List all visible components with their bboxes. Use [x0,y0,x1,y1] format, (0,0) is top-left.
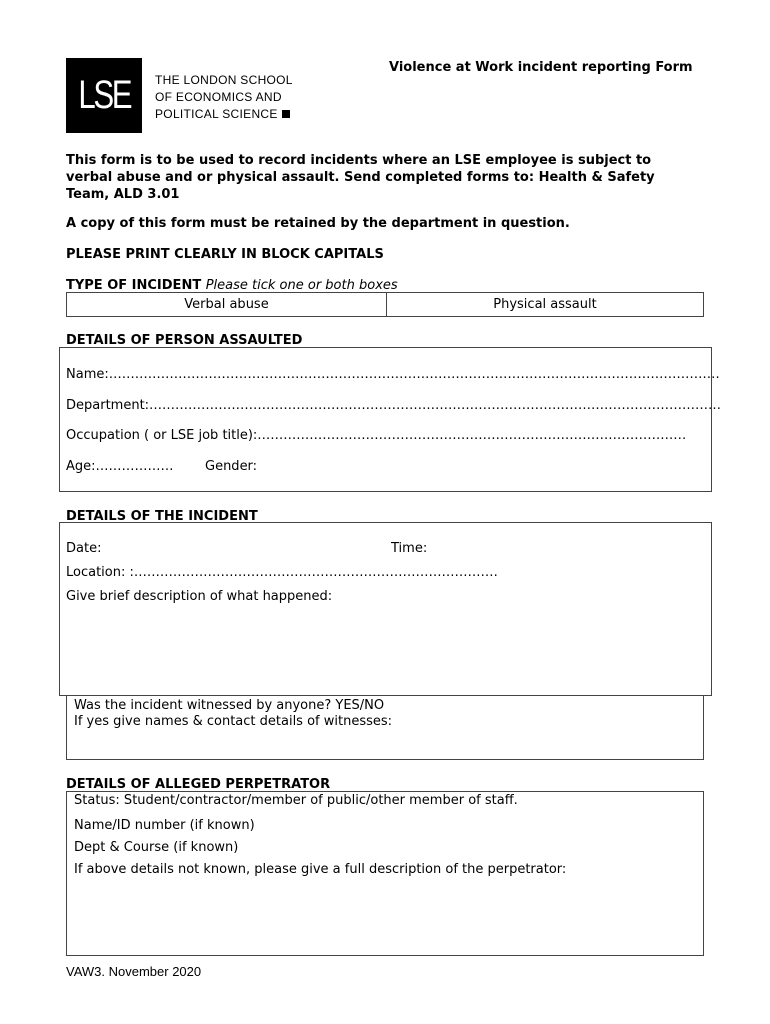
footer-version: VAW3. November 2020 [66,964,202,979]
perpetrator-dept-course: Dept & Course (if known) [74,840,239,855]
age-field[interactable]: Age:……………… [66,459,174,474]
school-name-line-1: THE LONDON SCHOOL [155,73,293,87]
time-field[interactable]: Time: [391,541,428,556]
incident-heading: DETAILS OF THE INCIDENT [66,509,258,524]
location-field[interactable]: Location: :………………………………………………………………………… [66,565,498,580]
type-of-incident-hint: Please tick one or both boxes [205,278,398,293]
occupation-field[interactable]: Occupation ( or LSE job title):……………………………………………………………………………………… [66,428,687,443]
perpetrator-description-label: If above details not known, please give a full description of the perpetrator: [74,862,567,877]
gender-field[interactable]: Gender: [205,459,258,474]
verbal-abuse-checkbox[interactable]: Verbal abuse [67,293,387,316]
school-name-line-3-wrap [155,106,293,123]
description-label: Give brief description of what happened: [66,589,333,604]
department-field[interactable]: Department:…………………………………………………………………………………………………………………… [66,398,722,413]
date-field[interactable]: Date: [66,541,102,556]
square-icon [282,110,290,118]
document-title: Violence at Work incident reporting Form [389,60,693,75]
witness-details-label: If yes give names & contact details of witnesses: [74,714,393,729]
witnessed-question: Was the incident witnessed by anyone? YES/NO [74,698,385,713]
person-assaulted-heading: DETAILS OF PERSON ASSAULTED [66,333,303,348]
perpetrator-name-id: Name/ID number (if known) [74,818,255,833]
school-name-line-2: OF ECONOMICS AND [155,90,282,104]
physical-assault-checkbox[interactable]: Physical assault [493,297,597,312]
type-of-incident-title: TYPE OF INCIDENT [66,278,202,293]
perpetrator-status: Status: Student/contractor/member of public/other member of staff. [74,793,518,808]
school-name-line-3: POLITICAL SCIENCE [155,107,278,121]
copy-note: A copy of this form must be retained by the department in question. [66,216,570,231]
school-name [155,72,293,123]
lse-logo-mark: LSE [66,58,142,133]
perpetrator-heading: DETAILS OF ALLEGED PERPETRATOR [66,777,331,792]
incident-box [59,522,712,696]
intro-text: This form is to be used to record incidents where an LSE employee is subject to verbal abuse and or physical assault. Send completed forms to: Health & Safety Team, ALD 3.01 [66,153,655,202]
name-field[interactable]: Name:…………………………………………………………………………………………………………………………… [66,367,720,382]
print-note: PLEASE PRINT CLEARLY IN BLOCK CAPITALS [66,247,384,262]
incident-type-table [66,292,704,317]
